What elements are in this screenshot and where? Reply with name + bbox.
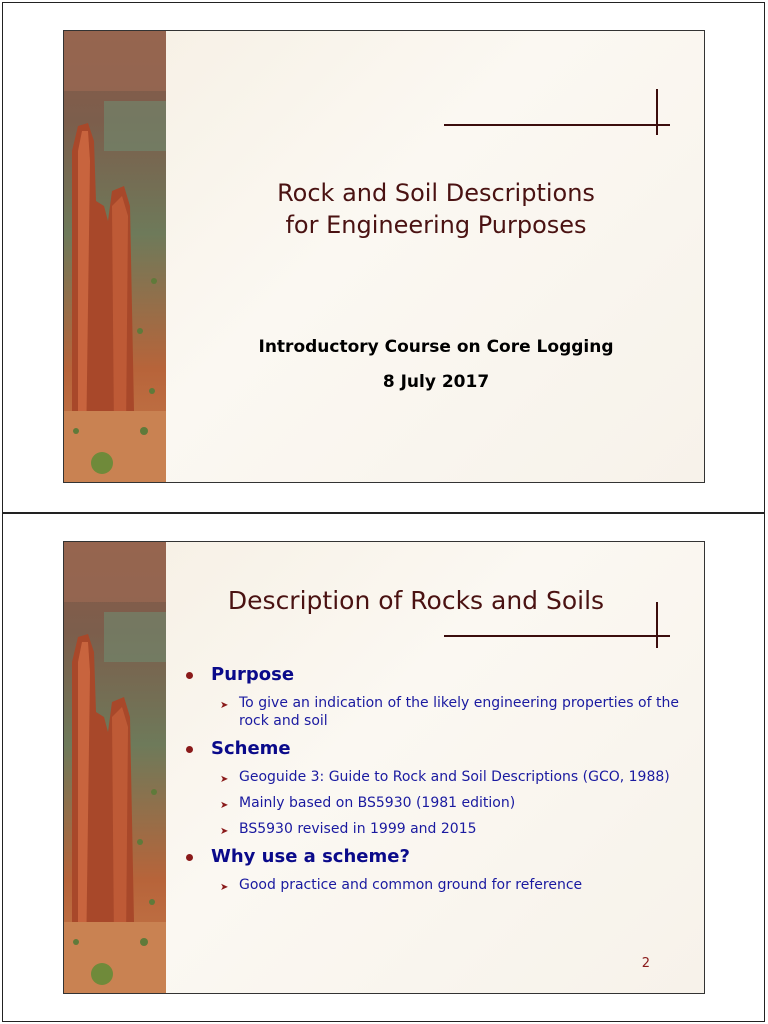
cross-line-horizontal — [444, 635, 670, 637]
course-date: 8 July 2017 — [382, 372, 490, 392]
circle-bullet-icon — [186, 854, 193, 861]
list-item: ➤ Mainly based on BS5930 (1981 edition) — [184, 794, 679, 812]
arrow-bullet-icon: ➤ — [220, 800, 229, 811]
section-heading: Why use a scheme? — [184, 846, 679, 868]
circle-bullet-icon — [186, 746, 193, 753]
arrow-bullet-icon: ➤ — [220, 882, 229, 893]
list-item: ➤ Geoguide 3: Guide to Rock and Soil Descriptions (GCO, 1988) — [184, 768, 679, 786]
cross-line-horizontal — [444, 124, 670, 126]
slide-title — [166, 177, 705, 241]
course-name: Introductory Course on Core Logging — [258, 337, 614, 357]
slide-title: Description of Rocks and Soils — [227, 586, 605, 615]
title-line-2: for Engineering Purposes — [285, 211, 587, 239]
arrow-bullet-icon: ➤ — [220, 826, 229, 837]
list-item: ➤ BS5930 revised in 1999 and 2015 — [184, 820, 679, 838]
title-line-1: Rock and Soil Descriptions — [277, 179, 595, 207]
arrow-bullet-icon: ➤ — [220, 700, 229, 711]
list-item: ➤ To give an indication of the likely engineering properties of the rock and soil — [220, 695, 679, 729]
arrow-bullet-icon: ➤ — [220, 774, 229, 785]
section-heading: Purpose — [184, 664, 679, 686]
cross-line-vertical — [656, 89, 658, 135]
circle-bullet-icon — [186, 672, 193, 679]
slide-2 — [63, 541, 705, 994]
slide-1 — [63, 30, 705, 483]
bullet-list — [184, 664, 679, 902]
canyon-photo — [64, 31, 166, 482]
canyon-photo — [64, 542, 166, 993]
page-number: 2 — [641, 956, 650, 971]
list-item: ➤ Good practice and common ground for reference — [184, 876, 679, 894]
section-heading: Scheme — [184, 738, 679, 760]
